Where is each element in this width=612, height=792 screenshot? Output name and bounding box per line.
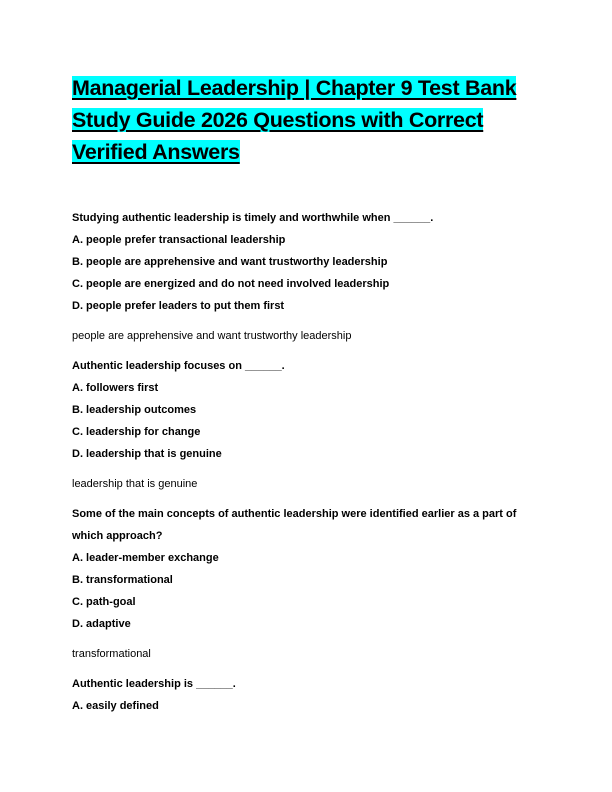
page-title-text: Managerial Leadership | Chapter 9 Test Bank Study Guide 2026 Questions with Correct Verified Answers	[72, 76, 517, 164]
option-c: C. path-goal	[72, 596, 136, 608]
question-text: Studying authentic leadership is timely and worthwhile when ______.	[72, 212, 434, 224]
question-block	[72, 503, 542, 665]
option-d: D. adaptive	[72, 618, 131, 630]
option-b: B. leadership outcomes	[72, 404, 197, 416]
option-a: A. followers first	[72, 382, 159, 394]
question-text: Some of the main concepts of authentic leadership were identified earlier as a part of which approach?	[72, 508, 517, 542]
option-d: D. people prefer leaders to put them first	[72, 300, 285, 312]
option-a: A. people prefer transactional leadership	[72, 234, 286, 246]
question-text: Authentic leadership is ______.	[72, 678, 236, 690]
question-block	[72, 207, 542, 347]
question-block	[72, 673, 542, 717]
option-a: A. leader-member exchange	[72, 552, 219, 564]
page-title	[72, 72, 552, 168]
answer-text: transformational	[72, 648, 151, 660]
option-c: C. people are energized and do not need involved leadership	[72, 278, 390, 290]
answer-text: leadership that is genuine	[72, 478, 198, 490]
option-b: B. people are apprehensive and want trustworthy leadership	[72, 256, 388, 268]
option-b: B. transformational	[72, 574, 173, 586]
option-c: C. leadership for change	[72, 426, 201, 438]
option-d: D. leadership that is genuine	[72, 448, 222, 460]
question-text: Authentic leadership focuses on ______.	[72, 360, 285, 372]
question-list	[72, 207, 542, 717]
question-block	[72, 355, 542, 495]
answer-text: people are apprehensive and want trustworthy leadership	[72, 330, 352, 342]
option-a: A. easily defined	[72, 700, 159, 712]
